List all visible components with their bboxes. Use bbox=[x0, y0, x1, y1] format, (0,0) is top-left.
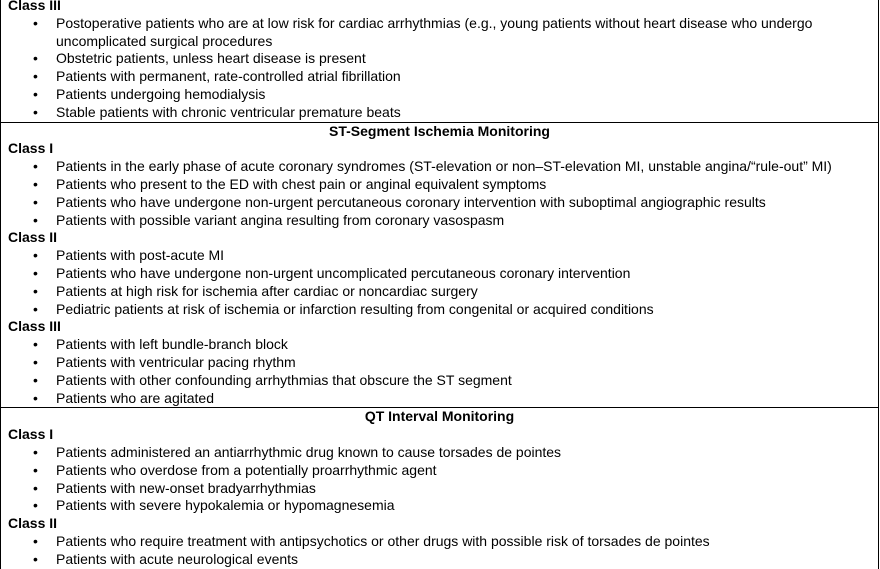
list-item bbox=[1, 336, 878, 354]
table-section bbox=[1, 0, 878, 123]
bullet-icon: • bbox=[33, 175, 38, 192]
list-item-text: Patients undergoing hemodialysis bbox=[56, 85, 266, 102]
bullet-icon: • bbox=[33, 300, 38, 317]
list-item-text: Patients with post-acute MI bbox=[56, 247, 225, 264]
list-item-text: Patients who have undergone non-urgent uncomplicated percutaneous coronary intervention bbox=[56, 264, 631, 281]
list-item-text: Patients who require treatment with antipsychotics or other drugs with possible risk of torsades de pointes bbox=[56, 532, 710, 549]
list-item bbox=[1, 283, 878, 301]
class-label: Class III bbox=[8, 318, 61, 335]
list-item bbox=[1, 104, 878, 122]
list-item bbox=[1, 301, 878, 319]
list-item-text: Patients who have undergone non-urgent percutaneous coronary intervention with suboptimal angiographic results bbox=[56, 193, 766, 210]
list-item-text: Patients with severe hypokalemia or hypomagnesemia bbox=[56, 497, 395, 514]
list-item bbox=[1, 265, 878, 283]
bullet-icon: • bbox=[33, 497, 38, 514]
list-item bbox=[1, 212, 878, 230]
list-item-text: Postoperative patients who are at low risk for cardiac arrhythmias (e.g., young patients without heart disease who undergo uncomplicated surgical procedures bbox=[56, 14, 813, 49]
list-item bbox=[1, 444, 878, 462]
bullet-icon: • bbox=[33, 85, 38, 102]
bullet-icon: • bbox=[33, 50, 38, 67]
section-title: ST-Segment Ischemia Monitoring bbox=[329, 122, 550, 139]
class-label: Class III bbox=[8, 0, 61, 13]
list-item bbox=[1, 480, 878, 498]
bullet-icon: • bbox=[33, 158, 38, 175]
list-item bbox=[1, 68, 878, 86]
list-item bbox=[1, 15, 878, 51]
list-item-text: Patients who present to the ED with chest pain or anginal equivalent symptoms bbox=[56, 175, 547, 192]
list-item-text: Patients with acute neurological events bbox=[56, 550, 299, 567]
list-item bbox=[1, 247, 878, 265]
list-item-text: Patients with other confounding arrhythmias that obscure the ST segment bbox=[56, 371, 512, 388]
list-item bbox=[1, 372, 878, 390]
list-item-text: Patients with possible variant angina resulting from coronary vasospasm bbox=[56, 211, 505, 228]
list-item bbox=[1, 176, 878, 194]
criteria-list bbox=[1, 158, 878, 229]
list-item bbox=[1, 158, 878, 176]
list-item-text: Patients with ventricular pacing rhythm bbox=[56, 353, 296, 370]
list-item-text: Patients who are agitated bbox=[56, 389, 214, 406]
list-item bbox=[1, 462, 878, 480]
bullet-icon: • bbox=[33, 103, 38, 120]
list-item-text: Patients at high risk for ischemia after cardiac or noncardiac surgery bbox=[56, 282, 478, 299]
bullet-icon: • bbox=[33, 14, 38, 31]
list-item-text: Obstetric patients, unless heart disease is present bbox=[56, 50, 366, 67]
class-label: Class I bbox=[8, 426, 54, 443]
list-item-text: Patients in the early phase of acute coronary syndromes (ST-elevation or non–ST-elevation MI, unstable angina/“rule-out” MI) bbox=[56, 158, 832, 175]
table-section bbox=[1, 408, 878, 568]
criteria-list bbox=[1, 444, 878, 515]
bullet-icon: • bbox=[33, 247, 38, 264]
class-label: Class II bbox=[8, 229, 58, 246]
class-label: Class II bbox=[8, 515, 58, 532]
criteria-list bbox=[1, 336, 878, 407]
list-item-text: Pediatric patients at risk of ischemia or infarction resulting from congenital or acquired conditions bbox=[56, 300, 654, 317]
list-item bbox=[1, 50, 878, 68]
bullet-icon: • bbox=[33, 443, 38, 460]
list-item-text: Patients with new-onset bradyarrhythmias bbox=[56, 479, 316, 496]
list-item-text: Patients with left bundle-branch block bbox=[56, 336, 288, 353]
bullet-icon: • bbox=[33, 264, 38, 281]
bullet-icon: • bbox=[33, 193, 38, 210]
bullet-icon: • bbox=[33, 282, 38, 299]
bullet-icon: • bbox=[33, 389, 38, 406]
bullet-icon: • bbox=[33, 479, 38, 496]
section-title: QT Interval Monitoring bbox=[364, 408, 515, 425]
bullet-icon: • bbox=[33, 211, 38, 228]
list-item bbox=[1, 551, 878, 569]
bullet-icon: • bbox=[33, 371, 38, 388]
bullet-icon: • bbox=[33, 353, 38, 370]
list-item bbox=[1, 354, 878, 372]
list-item-text: Patients who overdose from a potentially proarrhythmic agent bbox=[56, 461, 437, 478]
table-section bbox=[1, 123, 878, 409]
bullet-icon: • bbox=[33, 68, 38, 85]
list-item bbox=[1, 86, 878, 104]
criteria-list bbox=[1, 15, 878, 122]
class-label: Class I bbox=[8, 140, 54, 157]
list-item-text: Stable patients with chronic ventricular premature beats bbox=[56, 103, 401, 120]
list-item-text: Patients with permanent, rate-controlled atrial fibrillation bbox=[56, 68, 401, 85]
list-item bbox=[1, 533, 878, 551]
list-item-text: Patients administered an antiarrhythmic drug known to cause torsades de pointes bbox=[56, 443, 562, 460]
list-item bbox=[1, 497, 878, 515]
bullet-icon: • bbox=[33, 461, 38, 478]
criteria-list bbox=[1, 533, 878, 569]
bullet-icon: • bbox=[33, 550, 38, 567]
bullet-icon: • bbox=[33, 336, 38, 353]
criteria-list bbox=[1, 247, 878, 318]
list-item bbox=[1, 194, 878, 212]
bullet-icon: • bbox=[33, 532, 38, 549]
list-item bbox=[1, 390, 878, 408]
